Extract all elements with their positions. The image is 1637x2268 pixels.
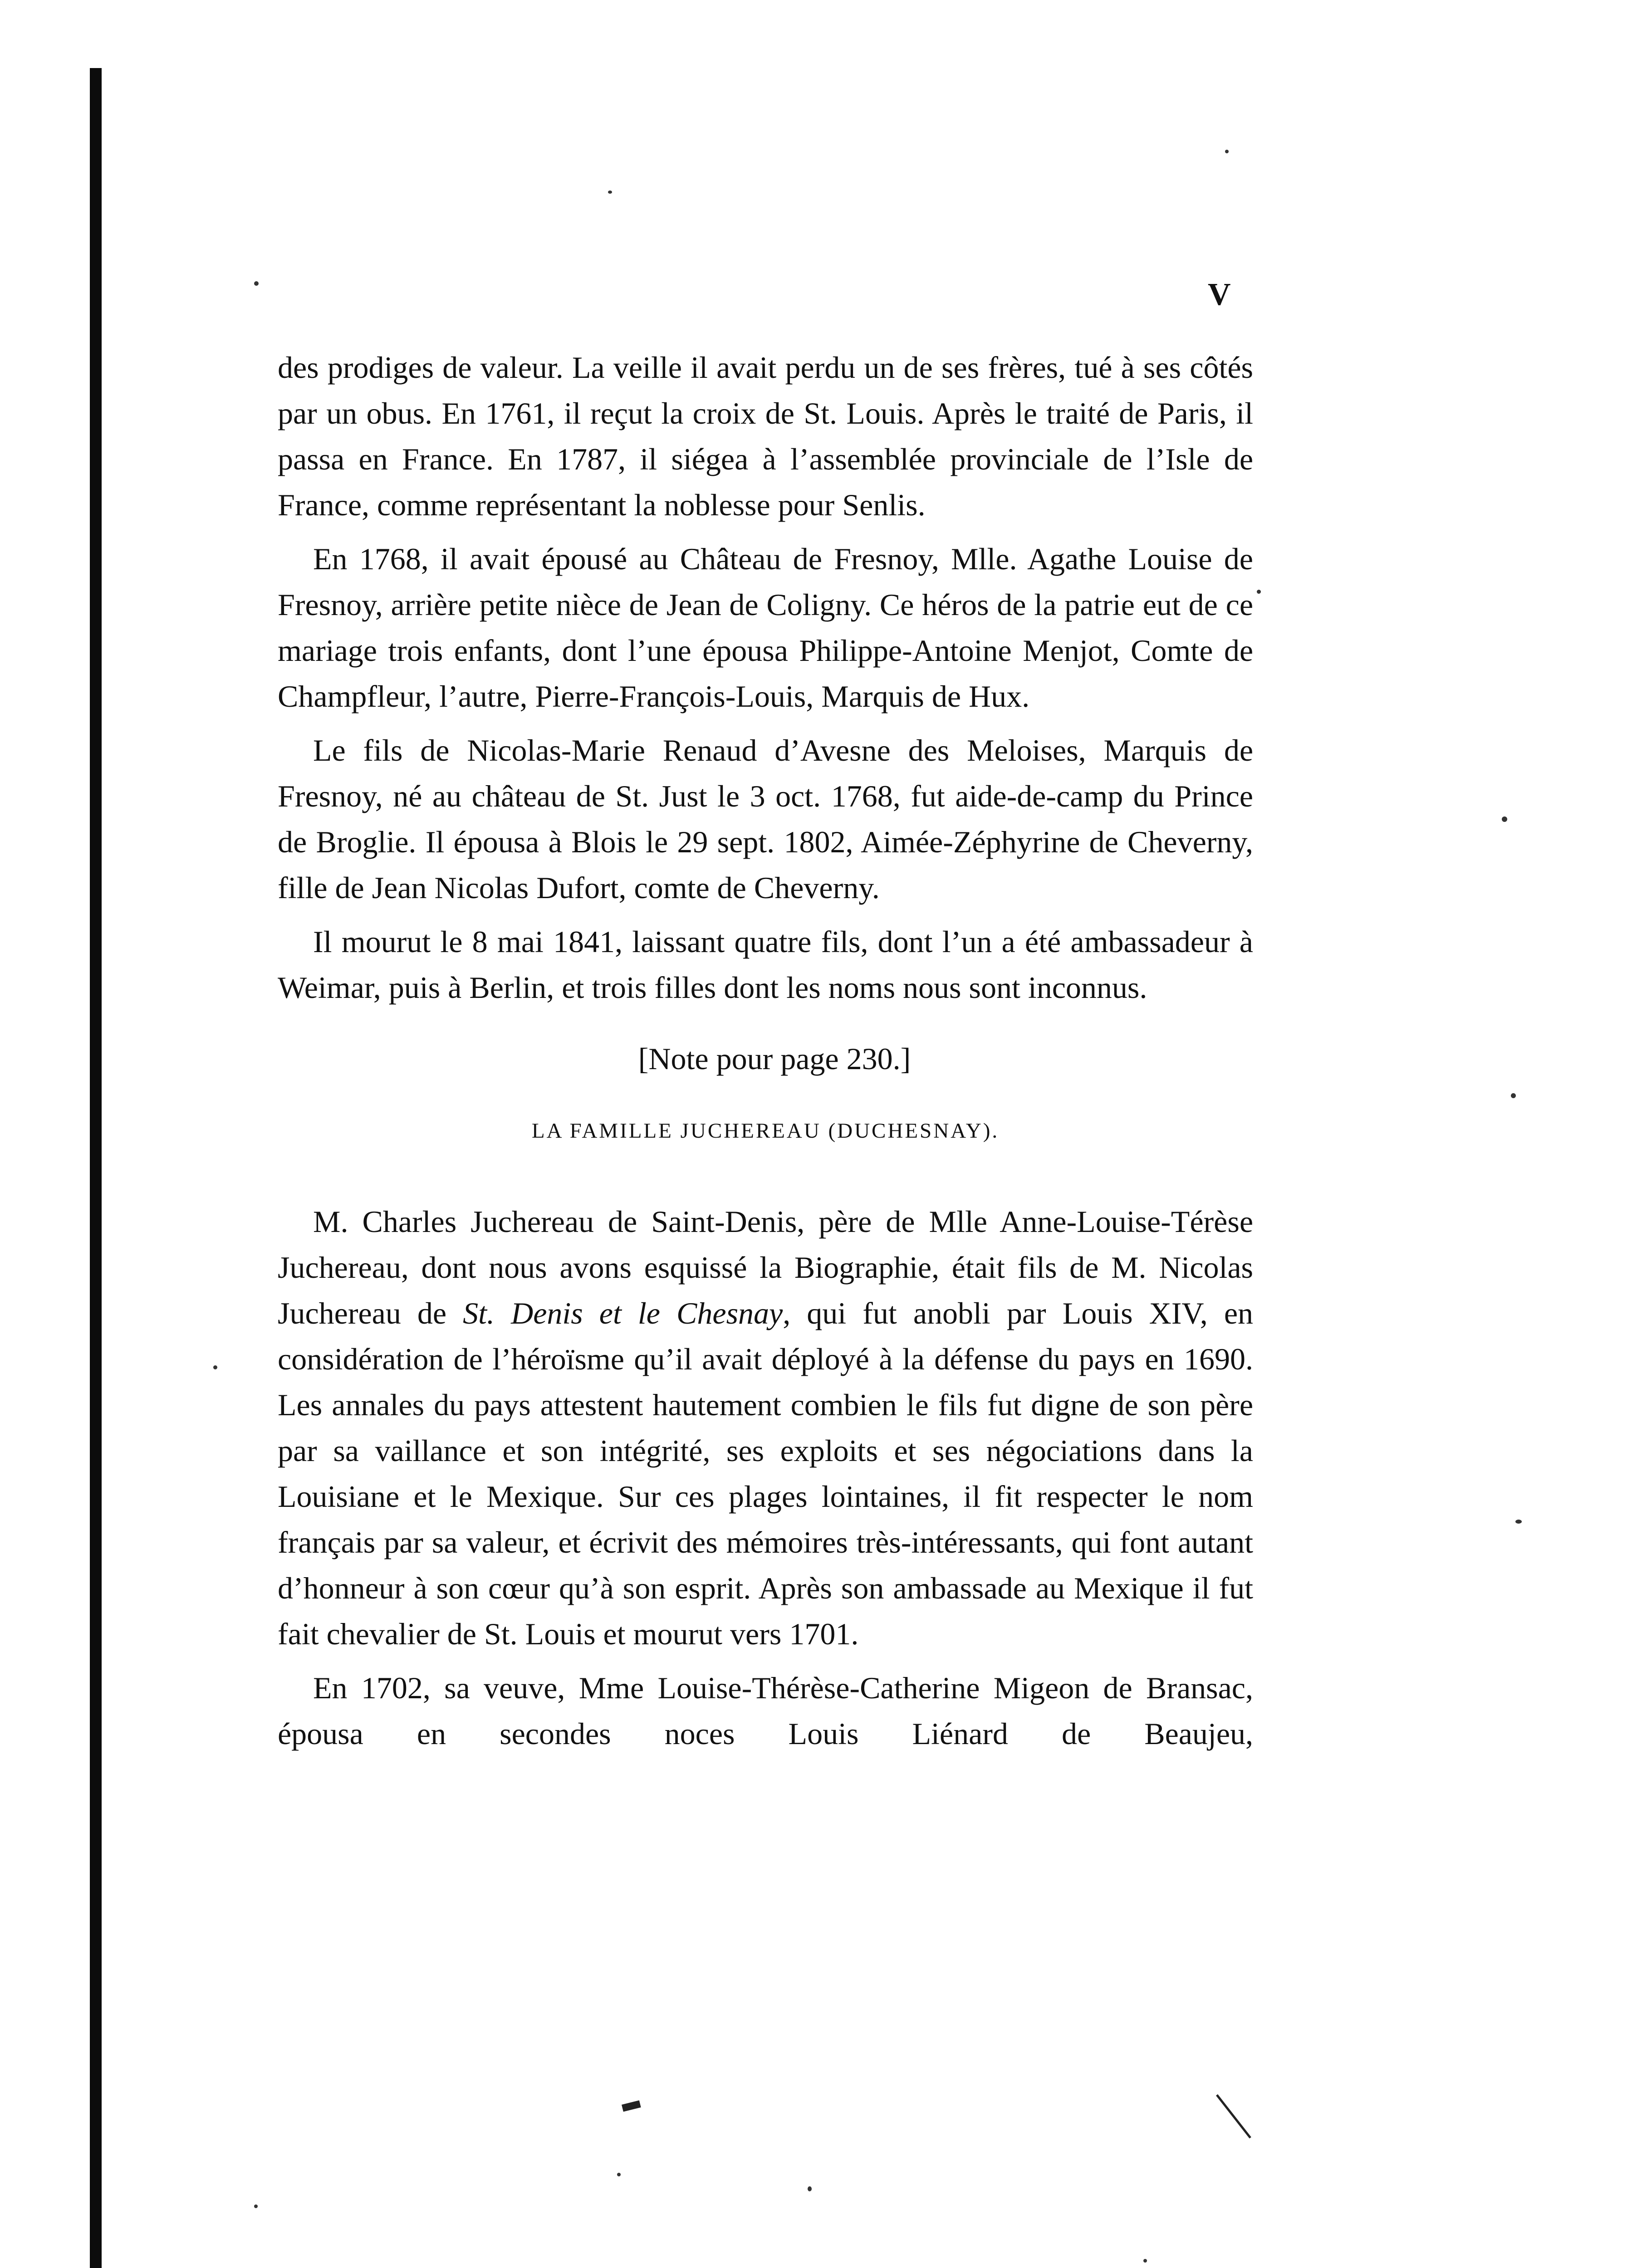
- scan-binding-edge: [90, 68, 102, 2268]
- paragraph-widow-text: En 1702, sa veuve, Mme Louise-Thérèse-Catherine Migeon de Bransac, épousa en secondes noces Louis Liénard de Beaujeu,: [278, 1671, 1253, 1751]
- paragraph-juchereau-text-1: M. Charles Juchereau de Saint-Denis, père de Mlle Anne-Louise-Térèse Juchereau, dont nous avons esquissé la Biographie, était fils de M. Nicolas Juchereau de: [278, 1204, 1253, 1330]
- paragraph-juchereau: [278, 1199, 1253, 1657]
- paragraph-juchereau-italic: St. Denis et le Chesnay: [463, 1296, 783, 1330]
- paragraph-marriage-1768: En 1768, il avait épousé au Château de Fresnoy, Mlle. Agathe Louise de Fresnoy, arrière petite nièce de Jean de Coligny. Ce héros de la patrie eut de ce mariage trois enfants, dont l’une épousa Philippe-Antoine Menjot, Comte de Champfleur, l’autre, Pierre-François-Louis, Marquis de Hux.: [278, 542, 1253, 714]
- page-body: [278, 345, 1253, 1757]
- section-heading: LA FAMILLE JUCHEREAU (DUCHESNAY).: [531, 1119, 1000, 1143]
- scan-speck: [254, 2204, 258, 2208]
- scan-speck: [1515, 1520, 1522, 1524]
- paragraph-widow-1702: [278, 1665, 1253, 1757]
- paragraph-juchereau-text-2: , qui fut anobli par Louis XIV, en considération de l’héroïsme qu’il avait déployé à la défense du pays en 1690. Les annales du pays attestent hautement combien le fils fut digne de son père par sa vaillance et son intégrité, ses exploits et ses négociations dans la Louisiane et le Mexique. Sur ces plages lointaines, il fit respecter le nom français par sa valeur, et écrivit des mémoires très-intéressants, qui font autant d’honneur à son cœur qu’à son esprit. Après son ambassade au Mexique il fut fait chevalier de St. Louis et mourut vers 1701.: [278, 1296, 1254, 1651]
- paragraph-death-1841: Il mourut le 8 mai 1841, laissant quatre fils, dont l’un a été ambassadeur à Weimar, puis à Berlin, et trois filles dont les noms nous sont inconnus.: [278, 924, 1253, 1005]
- paragraph-continuation: des prodiges de valeur. La veille il avait perdu un de ses frères, tué à ses côtés par un obus. En 1761, il reçut la croix de St. Louis. Après le traité de Paris, il passa en France. En 1787, il siégea à l’assemblée provinciale de l’Isle de France, comme représentant la noblesse pour Senlis.: [278, 350, 1253, 522]
- scan-speck: [213, 1365, 217, 1369]
- scan-speck: [1143, 2259, 1147, 2263]
- scan-speck: [608, 191, 612, 194]
- scan-speck: [808, 2186, 812, 2191]
- page-number: V: [1208, 277, 1232, 312]
- scan-speck: [1257, 590, 1261, 594]
- scan-speck: [617, 2173, 621, 2176]
- scan-speck: [254, 281, 259, 286]
- scan-stroke: [1216, 2094, 1251, 2139]
- scan-speck: [1225, 150, 1229, 153]
- note-reference: [Note pour page 230.]: [638, 1041, 911, 1076]
- paragraph-son-marquis: Le fils de Nicolas-Marie Renaud d’Avesne des Meloises, Marquis de Fresnoy, né au château de St. Just le 3 oct. 1768, fut aide-de-camp du Prince de Broglie. Il épousa à Blois le 29 sept. 1802, Aimée-Zéphyrine de Cheverny, fille de Jean Nicolas Dufort, comte de Cheverny.: [278, 733, 1253, 905]
- scan-speck: [1502, 816, 1507, 822]
- scan-stroke: [622, 2100, 641, 2112]
- scan-speck: [1511, 1093, 1516, 1098]
